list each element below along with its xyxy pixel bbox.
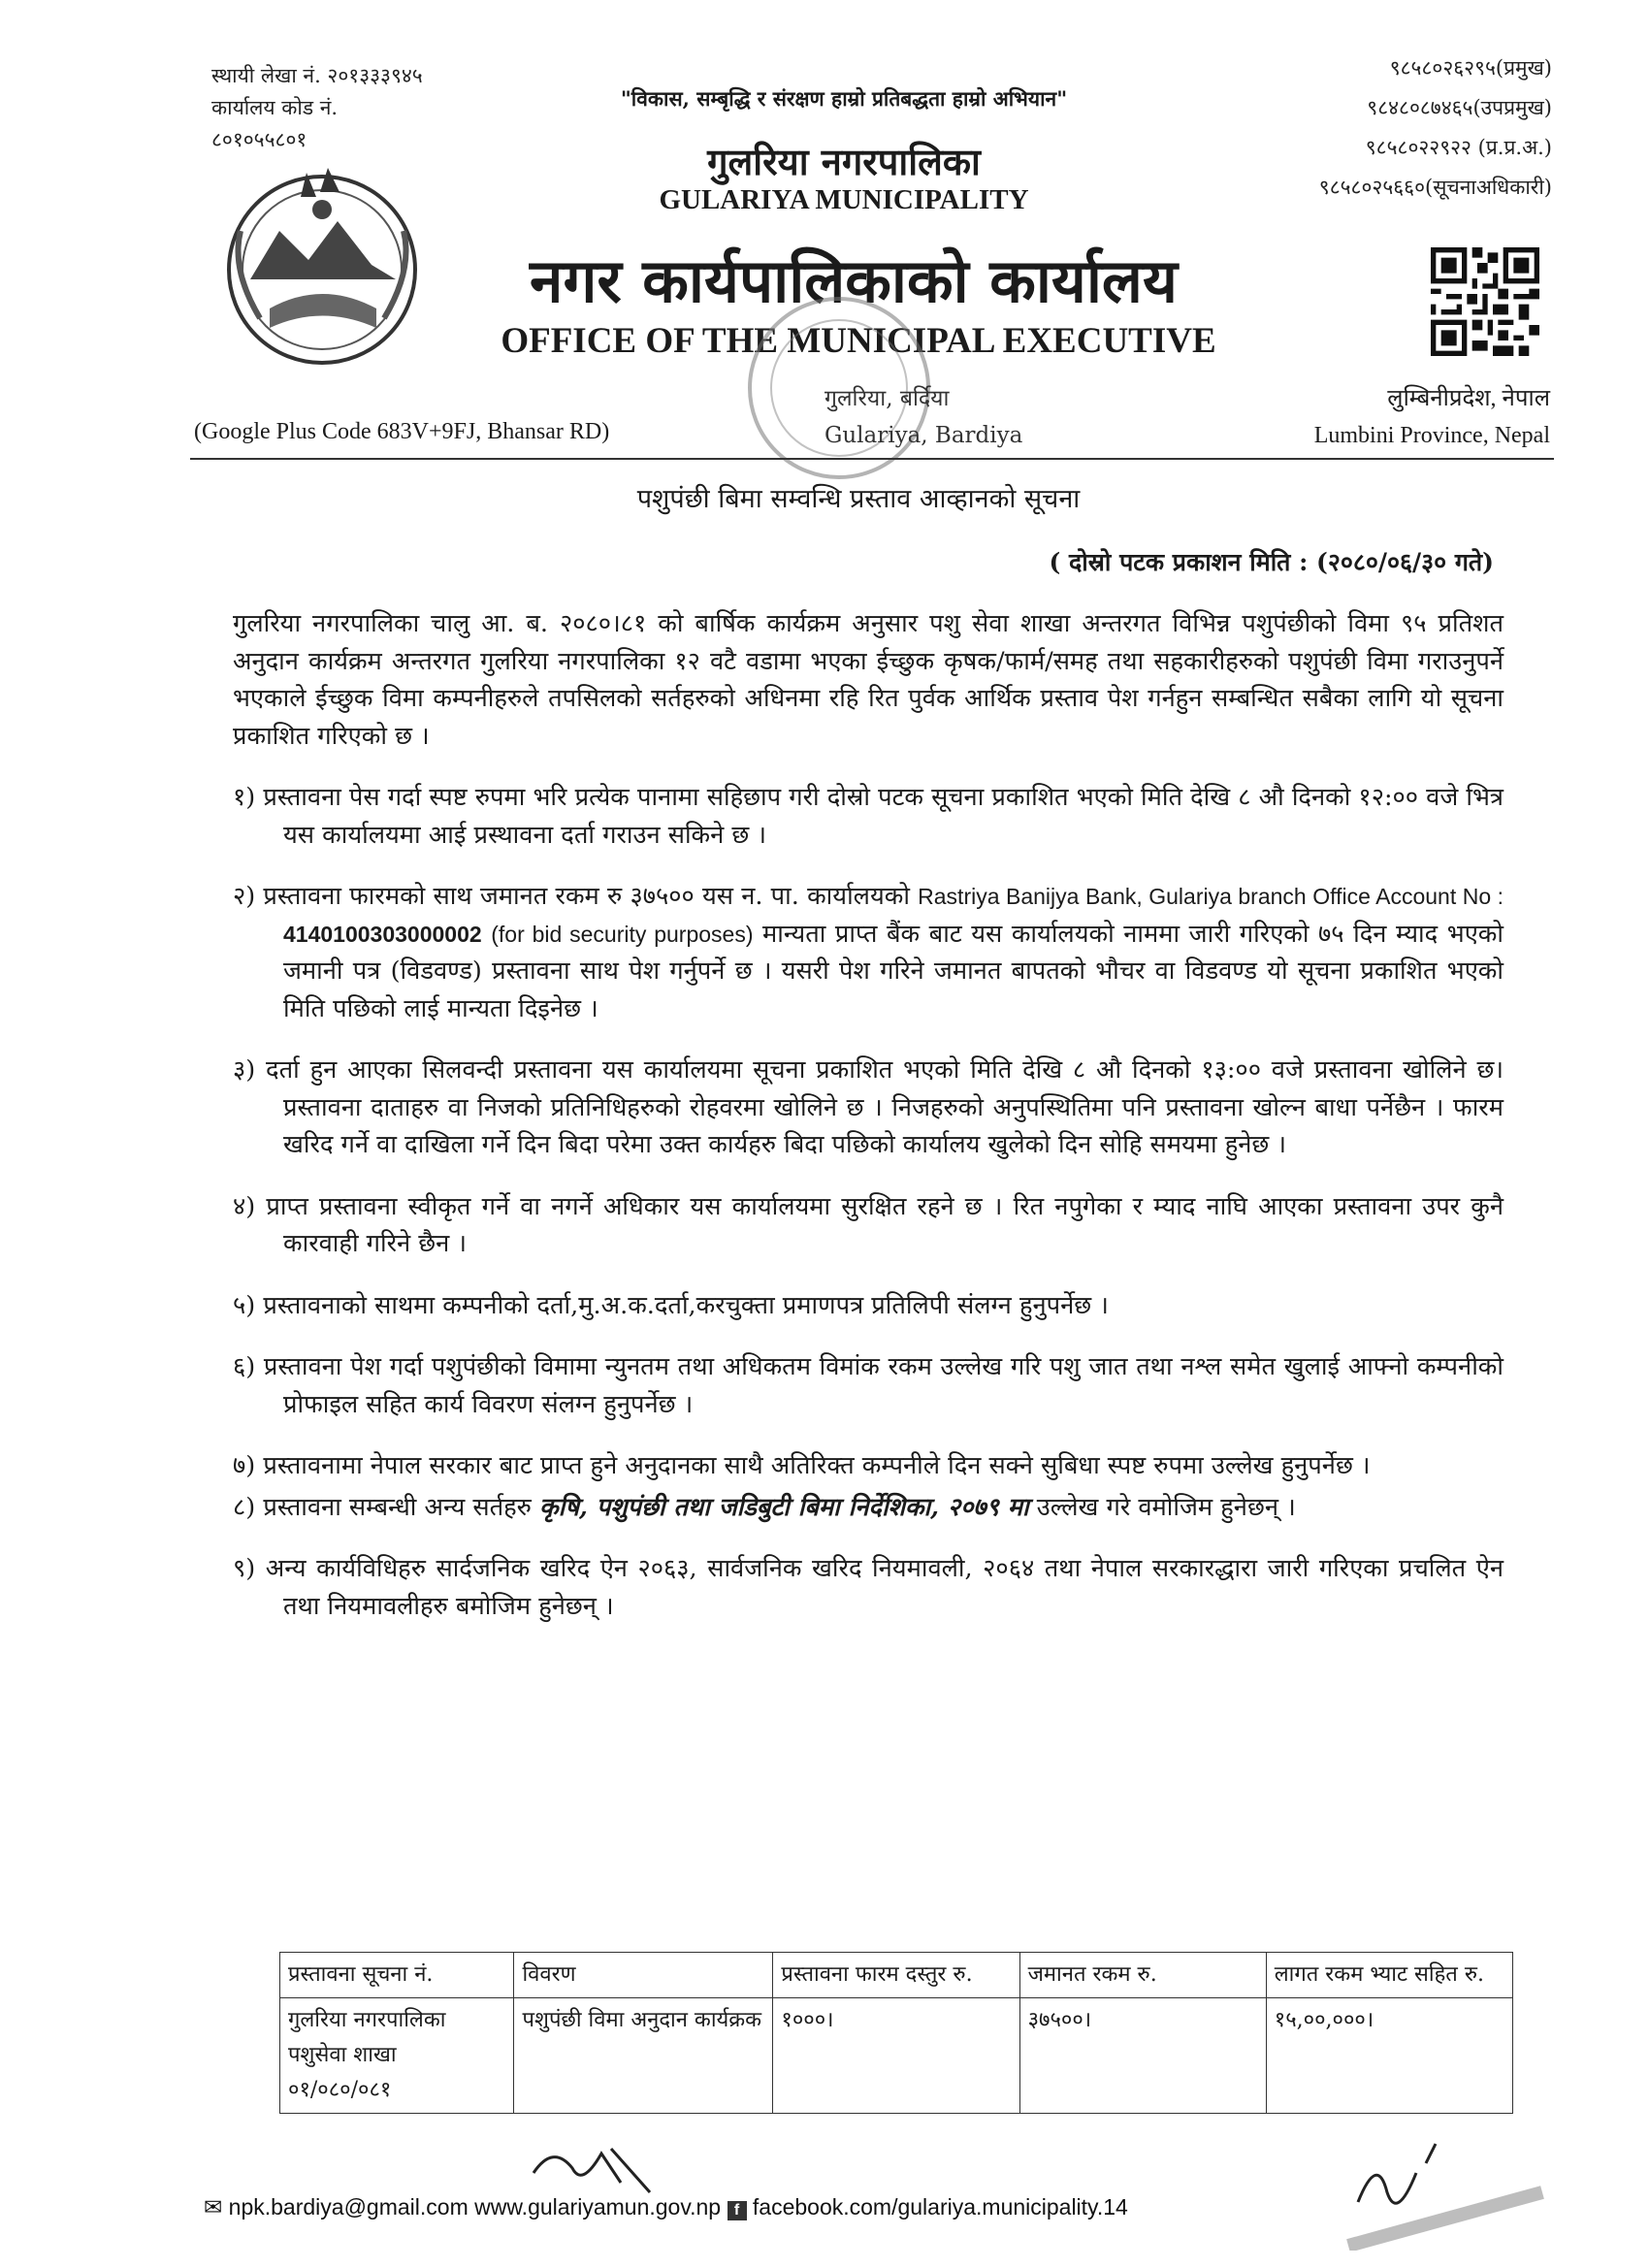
footer-website[interactable]: www.gulariyamun.gov.np [474,2194,722,2219]
location-en: Gulariya, Bardiya [824,423,1023,448]
phone-mayor: ९८५८०२६२९५(प्रमुख) [1389,56,1552,80]
condition-4: ४) प्राप्त प्रस्तावना स्वीकृत गर्ने वा नगर्ने अधिकार यस कार्यालयमा सुरक्षित रहने छ । रित नपुगेका र म्याद नाघि आएका प्रस्तावना उपर कुनै कारवाही गरिने छैन । [233,1191,1504,1258]
office-code: ८०१०५५८०१ [211,128,307,151]
col-cost-estimate: लागत रकम भ्याट सहित रु. [1266,1953,1512,1998]
col-description: विवरण [514,1953,773,1998]
header-divider [190,458,1554,460]
condition-3: ३) दर्ता हुन आएका सिलवन्दी प्रस्तावना यस कार्यालयमा सूचना प्रकाशित भएको मिति देखि ८ औ दिनको १३:०० वजे प्रस्तावना खोलिने छ। प्रस्तावना दाताहरु वा निजको प्रतिनिधिहरुको रोहवरमा खोलिने छ । निजहरुको अनुपस्थितिमा पनि प्रस्तावना खोल्न बाधा पर्नेछैन । फारम खरिद गर्ने वा दाखिला गर्ने दिन बिदा परेमा उक्त कार्यहरु बिदा पछिको कार्यालय खुलेको दिन सोहि समयमा हुनेछ । [233,1055,1504,1159]
footer-contacts [204,2194,1128,2220]
table-row [280,1998,1513,2114]
notice-intro: गुलरिया नगरपालिका चालु आ. ब. २०८०।८१ को बार्षिक कार्यक्रम अनुसार पशु सेवा शाखा अन्तरगत विभिन्न पशुपंछीको विमा ९५ प्रतिशत अनुदान कार्यक्रम अन्तरगत गुलरिया नगरपालिका १२ वटै वडामा भएका ईच्छुक कृषक/फार्म/समह तथा सहकारीहरुको पशुपंछी विमा गराउनुपर्ने भएकाले ईच्छुक विमा कम्पनीहरुले तपसिलको सर्तहरुको अधिनमा रहि रित पुर्वक आर्थिक प्रस्ताव पेश गर्नहुन सम्बन्धित सबैका लागि यो सूचना प्रकाशित गरिएको छ । [233,609,1504,751]
permanent-account-number: स्थायी लेखा नं. २०१३३३९४५ [211,64,423,87]
office-title-en: OFFICE OF THE MUNICIPAL EXECUTIVE [501,321,1216,361]
account-number: 4140100303000002 [283,921,482,947]
condition-6: ६) प्रस्तावना पेश गर्दा पशुपंछीको विमामा न्युनतम तथा अधिकतम विमांक रकम उल्लेख गरि पशु जात तथा नश्ल समेत खुलाई आफ्नो कम्पनीको प्रोफाइल सहित कार्य विवरण संलग्न हुनुपर्नेछ । [233,1352,1504,1419]
cell-description: पशुपंछी विमा अनुदान कार्यक्रक [514,1998,773,2114]
cell-cost-estimate: १५,००,०००। [1266,1998,1512,2114]
condition-7: ७) प्रस्तावनामा नेपाल सरकार बाट प्राप्त हुने अनुदानका साथै अतिरिक्त कम्पनीले दिन सक्ने सुबिधा स्पष्ट रुपमा उल्लेख हुनुपर्नेछ । [233,1451,1371,1480]
google-plus-code: (Google Plus Code 683V+9FJ, Bhansar RD) [194,419,610,444]
publication-date: ( दोस्रो पटक प्रकाशन मिति : (२०८०/०६/३० गते) [1049,548,1494,576]
insurance-directive: कृषि, पशुपंछी तथा जडिबुटी बिमा निर्देशिका, २०७९ मा [539,1492,1029,1522]
signature-right [1329,2134,1562,2251]
location-np: गुलरिया, बर्दिया [824,386,950,411]
province-np: लुम्बिनीप्रदेश, नेपाल [1387,386,1550,411]
table-header-row [280,1953,1513,1998]
condition-2 [233,878,1504,1027]
email-icon: ✉ [204,2194,223,2219]
province [1314,380,1550,454]
phone-info-officer: ९८५८०२५६६०(सूचनाअधिकारी) [1318,176,1552,199]
office-code-label: कार्यालय कोड नं. [211,96,339,119]
condition-9: ९) अन्य कार्यविधिहरु सार्दजनिक खरिद ऐन २०६३, सार्वजनिक खरिद नियमावली, २०६४ तथा नेपाल सरकारद्धारा जारी गरिएका प्रचलित ऐन तथा नियमावलीहरु बमोजिम हुनेछन् । [233,1554,1504,1621]
phone-deputy-mayor: ९८४८०८७४६५(उपप्रमुख) [1367,96,1552,119]
condition-1: १) प्रस्तावना पेस गर्दा स्पष्ट रुपमा भरि प्रत्येक पानामा सहिछाप गरी दोस्रो पटक सूचना प्रकाशित भएको मिति देखि ८ औ दिनको १२:०० वजे भित्र यस कार्यालयमा आई प्रस्थावना दर्ता गराउन सकिने छ । [233,783,1504,850]
footer-facebook[interactable]: facebook.com/gulariya.municipality.14 [752,2194,1128,2219]
slogan: "विकास, सम्बृद्धि र संरक्षण हाम्रो प्रतिबद्धता हाम्रो अभियान" [620,86,1068,111]
footer-email[interactable]: npk.bardiya@gmail.com [228,2194,469,2219]
condition-8-part-b: उल्लेख गरे वमोजिम हुनेछन् । [1036,1492,1296,1522]
col-notice-number: प्रस्तावना सूचना नं. [280,1953,514,1998]
condition-2-part-a: २) प्रस्तावना फारमको साथ जमानत रकम रु ३७५०० यस न. पा. कार्यालयको [233,882,910,911]
col-form-fee: प्रस्तावना फारम दस्तुर रु. [773,1953,1019,1998]
notice-title: पशुपंछी बिमा सम्वन्धि प्रस्ताव आव्हानको सूचना [636,484,1081,514]
municipality-name-en: GULARIYA MUNICIPALITY [659,184,1029,215]
cell-bid-security: ३७५००। [1019,1998,1266,2114]
bid-security-purpose: (for bid security purposes) [491,921,754,947]
qr-code [1426,247,1544,356]
bank-name: Rastriya Banijya Bank, Gulariya branch Office Account No : [918,884,1504,909]
col-bid-security: जमानत रकम रु. [1019,1953,1266,1998]
cell-form-fee: १०००। [773,1998,1019,2114]
facebook-icon: f [728,2201,747,2220]
condition-2-part-b: मान्यता प्राप्त बैंक बाट यस कार्यालयको नाममा जारी गरिएको ७५ दिन म्याद भएको जमानी पत्र (विडवण्ड) प्रस्तावना साथ पेश गर्नुपर्ने छ । यसरी पेश गरिने जमानत बापतको भौचर वा विडवण्ड यो सूचना प्रकाशित भएको मिति पछिको लाई मान्यता दिइनेछ । [283,919,1504,1023]
province-en: Lumbini Province, Nepal [1313,423,1550,448]
office-title-np: नगर कार्यपालिकाको कार्यालय [530,245,1178,316]
bid-details-table [279,1952,1513,2114]
municipality-name-np: गुलरिया नगरपालिका [707,140,981,183]
notice-body [233,605,1504,1649]
condition-8 [233,1489,1504,1527]
condition-5: ५) प्रस्तावनाको साथमा कम्पनीको दर्ता,मु.अ.क.दर्ता,करचुक्ता प्रमाणपत्र प्रतिलिपी संलग्न हुनुपर्नेछ । [233,1290,1109,1320]
phone-cao: ९८५८०२२९२२ (प्र.प्र.अ.) [1365,136,1552,159]
cell-notice-number: गुलरिया नगरपालिका पशुसेवा शाखा ०१/०८०/०८१ [280,1998,514,2114]
signature-left [524,2134,698,2202]
office-location [824,380,1022,454]
condition-8-part-a: ८) प्रस्तावना सम्बन्धी अन्य सर्तहरु [233,1492,532,1522]
